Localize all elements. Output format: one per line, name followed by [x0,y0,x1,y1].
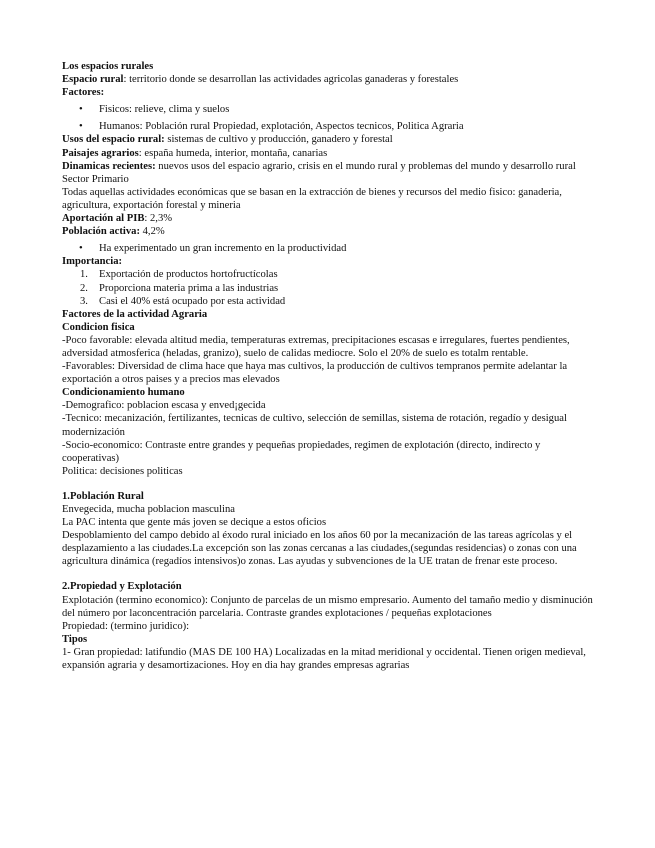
condicion-fisica-heading: Condicion fisica [62,321,135,333]
bullet-item: • Ha experimentado un gran incremento en la productividad [62,242,597,255]
term-label: Dinamicas recientes: [62,160,156,172]
item-number: 3. [80,295,88,307]
demografico-text: -Demografico: poblacion escasa y enved¡gecida [62,400,266,412]
term-label: Aportación al PIB [62,213,145,225]
aportacion-def [62,212,597,225]
tecnico-text: -Tecnico: mecanización, fertilizantes, tecnicas de cultivo, selección de semillas, sistema de rotación, regadío y desigual modernización [62,413,567,438]
sector-text: Todas aquellas actividades económicas que se basan en la extracción de bienes y recursos del medio fisico: ganaderia, agricultura, exportación forestal y mineria [62,186,562,211]
dinamicas-def [62,160,597,173]
term-text: : españa humeda, interior, montaña, canarias [138,147,328,159]
term-text: : territorio donde se desarrollan las actividades agricolas ganaderas y forestales [123,74,459,86]
condicionamiento-humano-heading: Condicionamiento humano [62,387,185,399]
item-text: Exportación de productos hortofructícolas [99,269,278,281]
sector-primario-heading: Sector Primario [62,173,129,185]
item-text: Proporciona materia prima a las industrias [99,282,279,294]
tipos-heading: Tipos [62,633,88,645]
poco-favorable-text: -Poco favorable: elevada altitud media, temperaturas extremas, precipitaciones escasas e irregulares, fuertes pendientes, adversidad atmosferica (heladas, granizo), suelo de calidas mediocre. Solo el 20% de suelo es totalm rentable. [62,334,570,359]
bullet-item: • Humanos: Población rural Propiedad, explotación, Aspectos tecnicos, Politica Agraria [62,120,597,133]
section-1-paragraph: Despoblamiento del campo debido al éxodo rural iniciado en los años 60 por la mecanización de las tareas agrícolas y el desplazamiento a las ciudades.La excepción son las zonas cercanas a las ciudades,(segundas residencias) o zonas con una agricultura dinámica (regadíos intensivos)o zonas. Las ayudas y subvenciones de la UE tratan de frenar este proceso. [62,530,577,568]
term-text: : 2,3% [144,213,173,225]
section-2-title: 2.Propiedad y Explotación [62,581,182,593]
document-body [62,60,597,672]
importancia-heading: Importancia: [62,256,123,268]
socio-text: -Socio-economico: Contraste entre grandes y pequeñas propiedades, regimen de explotación (directo, indirecto y cooperativas) [62,439,541,464]
term-label: Espacio rural [62,74,124,86]
section-1-title: 1.Población Rural [62,490,144,502]
item-number: 2. [80,282,88,294]
term-label: Población activa: [62,226,140,238]
numbered-item [62,268,597,281]
term-label: Usos del espacio rural: [62,134,165,146]
tipos-paragraph: 1- Gran propiedad: latifundio (MAS DE 100 HA) Localizadas en la mitad meridional y occidental. Tienen origen medieval, expansión agraria y desamortizaciones. Hoy en dia hay grandes empresas agrarias [62,646,586,672]
item-number: 1. [80,269,88,281]
section-2-line: Propiedad: (termino juridico): [62,620,190,632]
section-1-line: La PAC intenta que gente más joven se decique a estos oficios [62,517,327,529]
politica-text: Politica: decisiones politicas [62,465,183,477]
factores-actividad-heading: Factores de la actividad Agraria [62,308,208,320]
bullet-item: • Fisicos: relieve, clima y suelos [62,103,597,116]
favorables-text: -Favorables: Diversidad de clima hace que haya mas cultivos, la producción de cultivos tempranos permite adelantar la exportación a otros paises y a precios mas elevados [62,361,568,386]
espacio-rural-def [62,73,597,86]
paisajes-def [62,147,597,160]
term-text: sistemas de cultivo y producción, ganadero y forestal [164,134,393,146]
poblacion-activa-def [62,225,597,238]
term-label: Paisajes agrarios [62,147,139,159]
numbered-item [62,295,597,308]
usos-def [62,133,597,146]
item-text: Casi el 40% está ocupado por esta actividad [99,295,286,307]
term-text: 4,2% [139,226,165,238]
factores-heading: Factores: [62,87,105,99]
document-title: Los espacios rurales [62,61,154,72]
numbered-item [62,282,597,295]
section-1-line: Envegecida, mucha poblacion masculina [62,504,235,515]
term-text: nuevos usos del espacio agrario, crisis en el mundo rural y problemas del mundo y desarrollo rural [155,160,576,172]
section-2-paragraph: Explotación (termino economico): Conjunto de parcelas de un mismo empresario. Aumento del tamaño medio y disminución del número por laconcentración parcelaria. Contraste grandes explotaciones / pequeñas explotaciones [62,594,593,619]
